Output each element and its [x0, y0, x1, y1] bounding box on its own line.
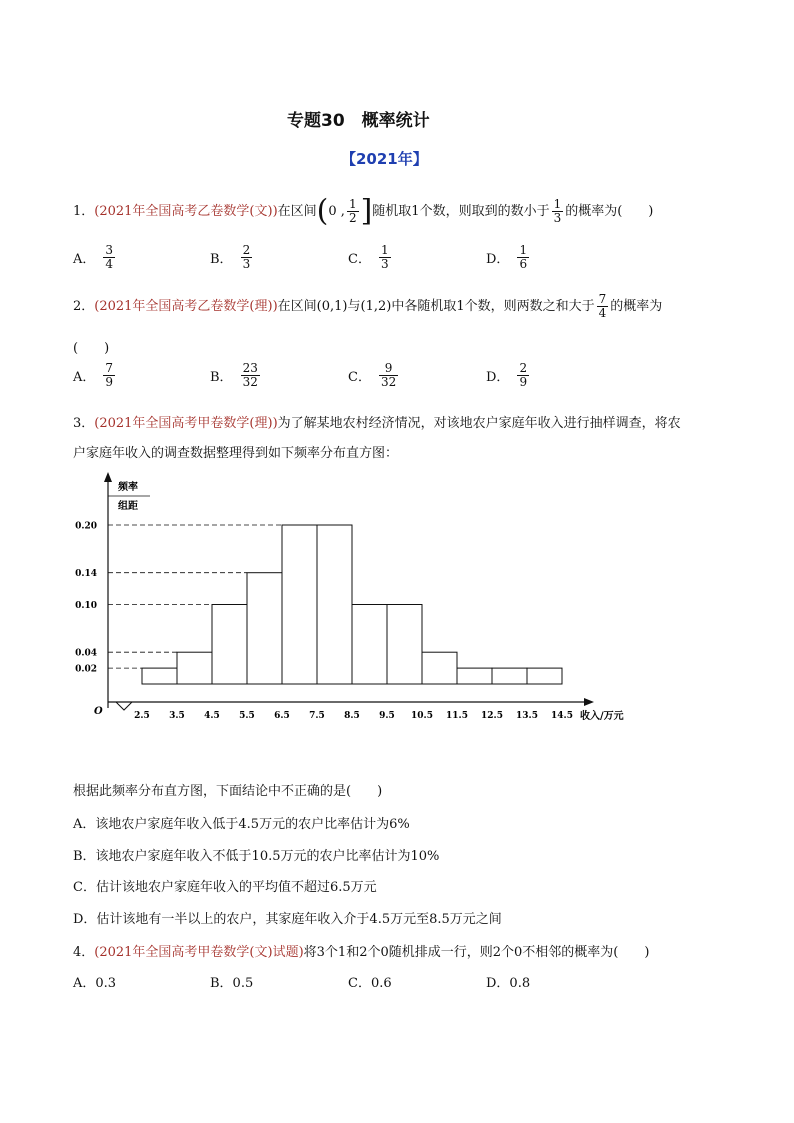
x-tick-label: 7.5 — [309, 711, 325, 721]
question-number: 1． — [73, 204, 95, 219]
y-tick-label: 0.14 — [75, 569, 97, 580]
option-c[interactable]: C． $\frac{9}{32}$ — [348, 361, 397, 389]
question-text: 为了解某地农村经济情况，对该地农户家庭年收入进行抽样调查，将农 — [277, 416, 681, 431]
histogram-bar — [387, 605, 422, 685]
option-a[interactable]: A．0.3 — [73, 976, 117, 991]
interval-1: (0,1) — [316, 299, 348, 314]
question-number: 2． — [73, 299, 95, 314]
y-tick-label: 0.10 — [75, 601, 97, 611]
option-d[interactable]: D．0.8 — [486, 976, 531, 991]
histogram-bar — [352, 605, 387, 685]
interval-left-bracket: ( — [316, 193, 329, 229]
histogram-bar — [212, 605, 247, 685]
histogram-bar — [422, 652, 457, 684]
page-title: 专题30 概率统计 — [287, 111, 430, 131]
option-d[interactable]: D． $\frac{2}{9}$ — [486, 361, 528, 389]
histogram-bar — [317, 525, 352, 684]
year-heading: 【2021年】 — [341, 150, 428, 168]
y-tick-label: 0.04 — [75, 648, 97, 659]
histogram-bar — [282, 525, 317, 684]
question-source: (2021年全国高考甲卷数学(文)试题) — [94, 945, 304, 960]
question-text: 与 — [347, 299, 361, 314]
histogram-bar — [247, 573, 282, 684]
option-c[interactable]: C．0.6 — [348, 976, 392, 991]
interval-fraction: $\frac{1}{2}$ — [348, 197, 357, 225]
question-text: 中各随机取1个数，则两数之和大于 — [391, 299, 595, 314]
answer-blank: ( ) — [73, 341, 110, 356]
option-a[interactable]: A．该地农户家庭年收入低于4.5万元的农户比率估计为6% — [73, 817, 410, 832]
question-3 — [73, 412, 681, 431]
x-axis-arrow — [584, 698, 594, 706]
y-tick-label: 0.20 — [75, 521, 97, 532]
question-source: (2021年全国高考甲卷数学(理)) — [94, 416, 278, 431]
question-text: 的概率为 — [610, 299, 663, 314]
question-source: (2021年全国高考乙卷数学(理)) — [94, 299, 278, 314]
option-b[interactable]: B． $\frac{2}{3}$ — [210, 243, 251, 271]
interval-2: (1,2) — [360, 299, 392, 314]
option-d[interactable]: D． $\frac{1}{6}$ — [486, 243, 528, 271]
x-tick-label: 14.5 — [551, 711, 573, 721]
question-number: 3． — [73, 416, 95, 431]
question-2 — [73, 293, 662, 321]
y-label-top: 频率 — [118, 482, 138, 493]
y-axis-arrow — [104, 472, 112, 482]
question-text: 在区间 — [277, 299, 317, 314]
x-tick-label: 12.5 — [481, 711, 503, 721]
x-tick-label: 9.5 — [379, 711, 395, 721]
x-tick-label: 13.5 — [516, 711, 538, 721]
question-text: 的概率为( ) — [565, 204, 654, 219]
question-text-line2: 户家庭年收入的调查数据整理得到如下频率分布直方图： — [73, 446, 399, 461]
question-source: (2021年全国高考乙卷数学(文)) — [94, 204, 278, 219]
option-b[interactable]: B．该地农户家庭年收入不低于10.5万元的农户比率估计为10% — [73, 849, 440, 864]
x-axis-label: 收入/万元 — [580, 711, 624, 722]
histogram-bar — [527, 668, 562, 684]
origin-label: O — [94, 706, 103, 717]
histogram-bar — [492, 668, 527, 684]
question-text: 随机取1个数，则取到的数小于 — [372, 204, 550, 219]
x-tick-label: 5.5 — [239, 711, 255, 721]
question-text: 将3个1和2个0随机排成一行，则2个0不相邻的概率为( ) — [303, 945, 650, 960]
question-1 — [73, 193, 654, 229]
x-tick-label: 8.5 — [344, 711, 360, 721]
option-b[interactable]: B． $\frac{23}{32}$ — [210, 361, 258, 389]
histogram-bar — [177, 652, 212, 684]
option-a[interactable]: A． $\frac{3}{4}$ — [73, 243, 114, 271]
interval-left: 0 , — [328, 204, 345, 219]
question-4 — [73, 941, 649, 960]
option-c[interactable]: C． $\frac{1}{3}$ — [348, 243, 389, 271]
histogram-bar — [142, 668, 177, 684]
x-tick-label: 10.5 — [411, 711, 433, 721]
x-tick-label: 3.5 — [169, 711, 185, 721]
question-number: 4． — [73, 945, 95, 960]
question-text: 在区间 — [277, 204, 317, 219]
x-tick-label: 2.5 — [134, 711, 150, 721]
option-b[interactable]: B．0.5 — [210, 976, 254, 991]
option-c[interactable]: C．估计该地农户家庭年收入的平均值不超过6.5万元 — [73, 880, 377, 895]
histogram-bar — [457, 668, 492, 684]
y-tick-label: 0.02 — [75, 664, 97, 675]
threshold-fraction: $\frac{7}{4}$ — [598, 292, 607, 320]
x-tick-label: 6.5 — [274, 711, 290, 721]
option-d[interactable]: D．估计该地有一半以上的农户，其家庭年收入介于4.5万元至8.5万元之间 — [73, 912, 502, 927]
interval-right-bracket: ] — [360, 193, 373, 229]
question-3-prompt: 根据此频率分布直方图，下面结论中不正确的是( ) — [73, 784, 383, 799]
y-label-bottom: 组距 — [118, 501, 138, 512]
x-tick-label: 11.5 — [446, 711, 468, 721]
x-tick-label: 4.5 — [204, 711, 220, 721]
threshold-fraction: $\frac{1}{3}$ — [553, 197, 562, 225]
frequency-histogram — [75, 468, 640, 728]
axis-break — [116, 702, 132, 710]
option-a[interactable]: A． $\frac{7}{9}$ — [73, 361, 114, 389]
